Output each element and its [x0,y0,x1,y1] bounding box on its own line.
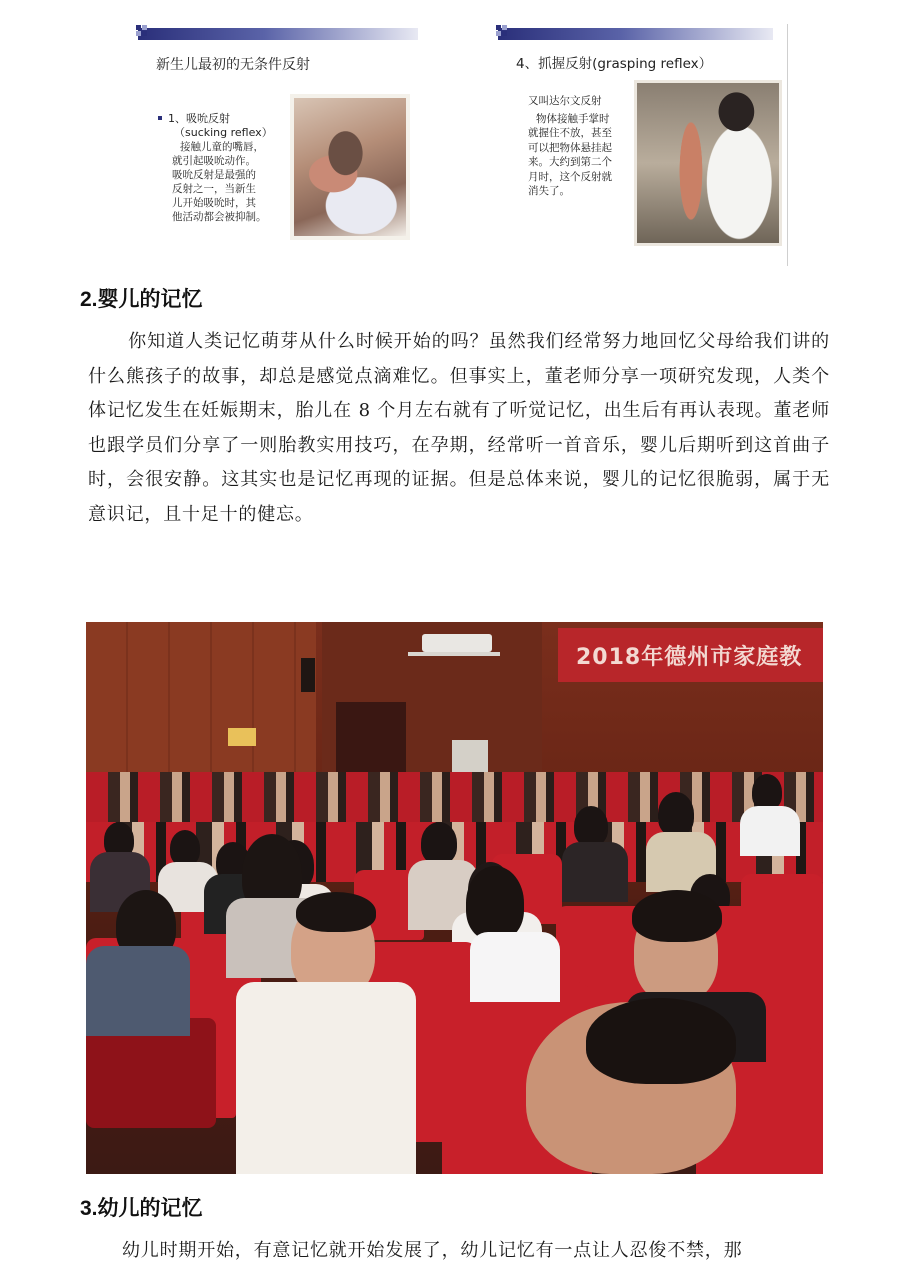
grasping-reflex-photo [634,80,782,246]
slide-body-line: 吸吮反射是最强的 [172,169,256,181]
slide-body-line: 就握住不放，甚至 [528,127,612,139]
slide-title: 4、抓握反射(grasping reflex） [516,56,713,72]
section-paragraph [88,325,830,532]
slide-newborn-reflex [138,24,430,264]
slide-header-bar [138,28,418,40]
slide-body-line: 就引起吸吮动作。 [172,155,256,167]
slide-body-line: 接触儿童的嘴唇， [180,141,264,153]
bullet-icon [158,116,162,120]
slide-body-line: 儿开始吸吮时，其 [172,197,256,209]
slide-body-line: 他活动都会被抑制。 [172,211,267,223]
slide-item-body [172,140,292,224]
slide-item-title: 1、吸吮反射 [168,112,230,125]
slide-grasping-reflex [498,24,788,266]
banner-text: 2018年德州市家庭教 [576,645,803,670]
section-paragraph [88,1234,830,1272]
slide-body-line: 消失了。 [528,185,570,197]
paragraph-text: 幼儿时期开始，有意记忆就开始发展了，幼儿记忆有一点让人忍俊不禁，那 [122,1240,743,1261]
slide-item-title-en: （sucking reflex） [174,126,273,139]
newborn-sucking-photo [290,94,410,240]
section-heading: 3.幼儿的记忆 [80,1197,203,1220]
slide-body-line: 物体接触手掌时 [536,112,610,125]
slide-title: 新生儿最初的无条件反射 [156,57,310,73]
slide-body-line: 可以把物体悬挂起 [528,141,612,154]
slide-body-line: 反射之一，当新生 [172,183,256,195]
slide-item-body [528,94,628,199]
slide-body-line: 又叫达尔文反射 [528,95,602,107]
event-banner [558,628,823,682]
paragraph-text: 你知道人类记忆萌芽从什么时候开始的吗？虽然我们经常努力地回忆父母给我们讲的什么熊孩子的故事，却总是感觉点滴难忆。但事实上，董老师分享一项研究发现，人类个体记忆发生在妊娠期末，胎儿在 8 个月左右就有了听觉记忆，出生后有再认表现。董老师也跟学员们分享了一则胎教实用技巧，在孕期，经常听一首音乐，婴儿后期听到这首曲子时，会很安静。这其实也是记忆再现的证据。但是总体来说，婴儿的记忆很脆弱，属于无意识记，且十足十的健忘。 [88,331,830,525]
slide-body-line: 来。大约到第二个 [528,156,612,168]
lecture-hall-photo [86,622,823,1174]
section-heading: 2.婴儿的记忆 [80,288,203,311]
slide-header-bar [498,28,773,40]
slide-body-line: 月时，这个反射就 [528,170,612,183]
